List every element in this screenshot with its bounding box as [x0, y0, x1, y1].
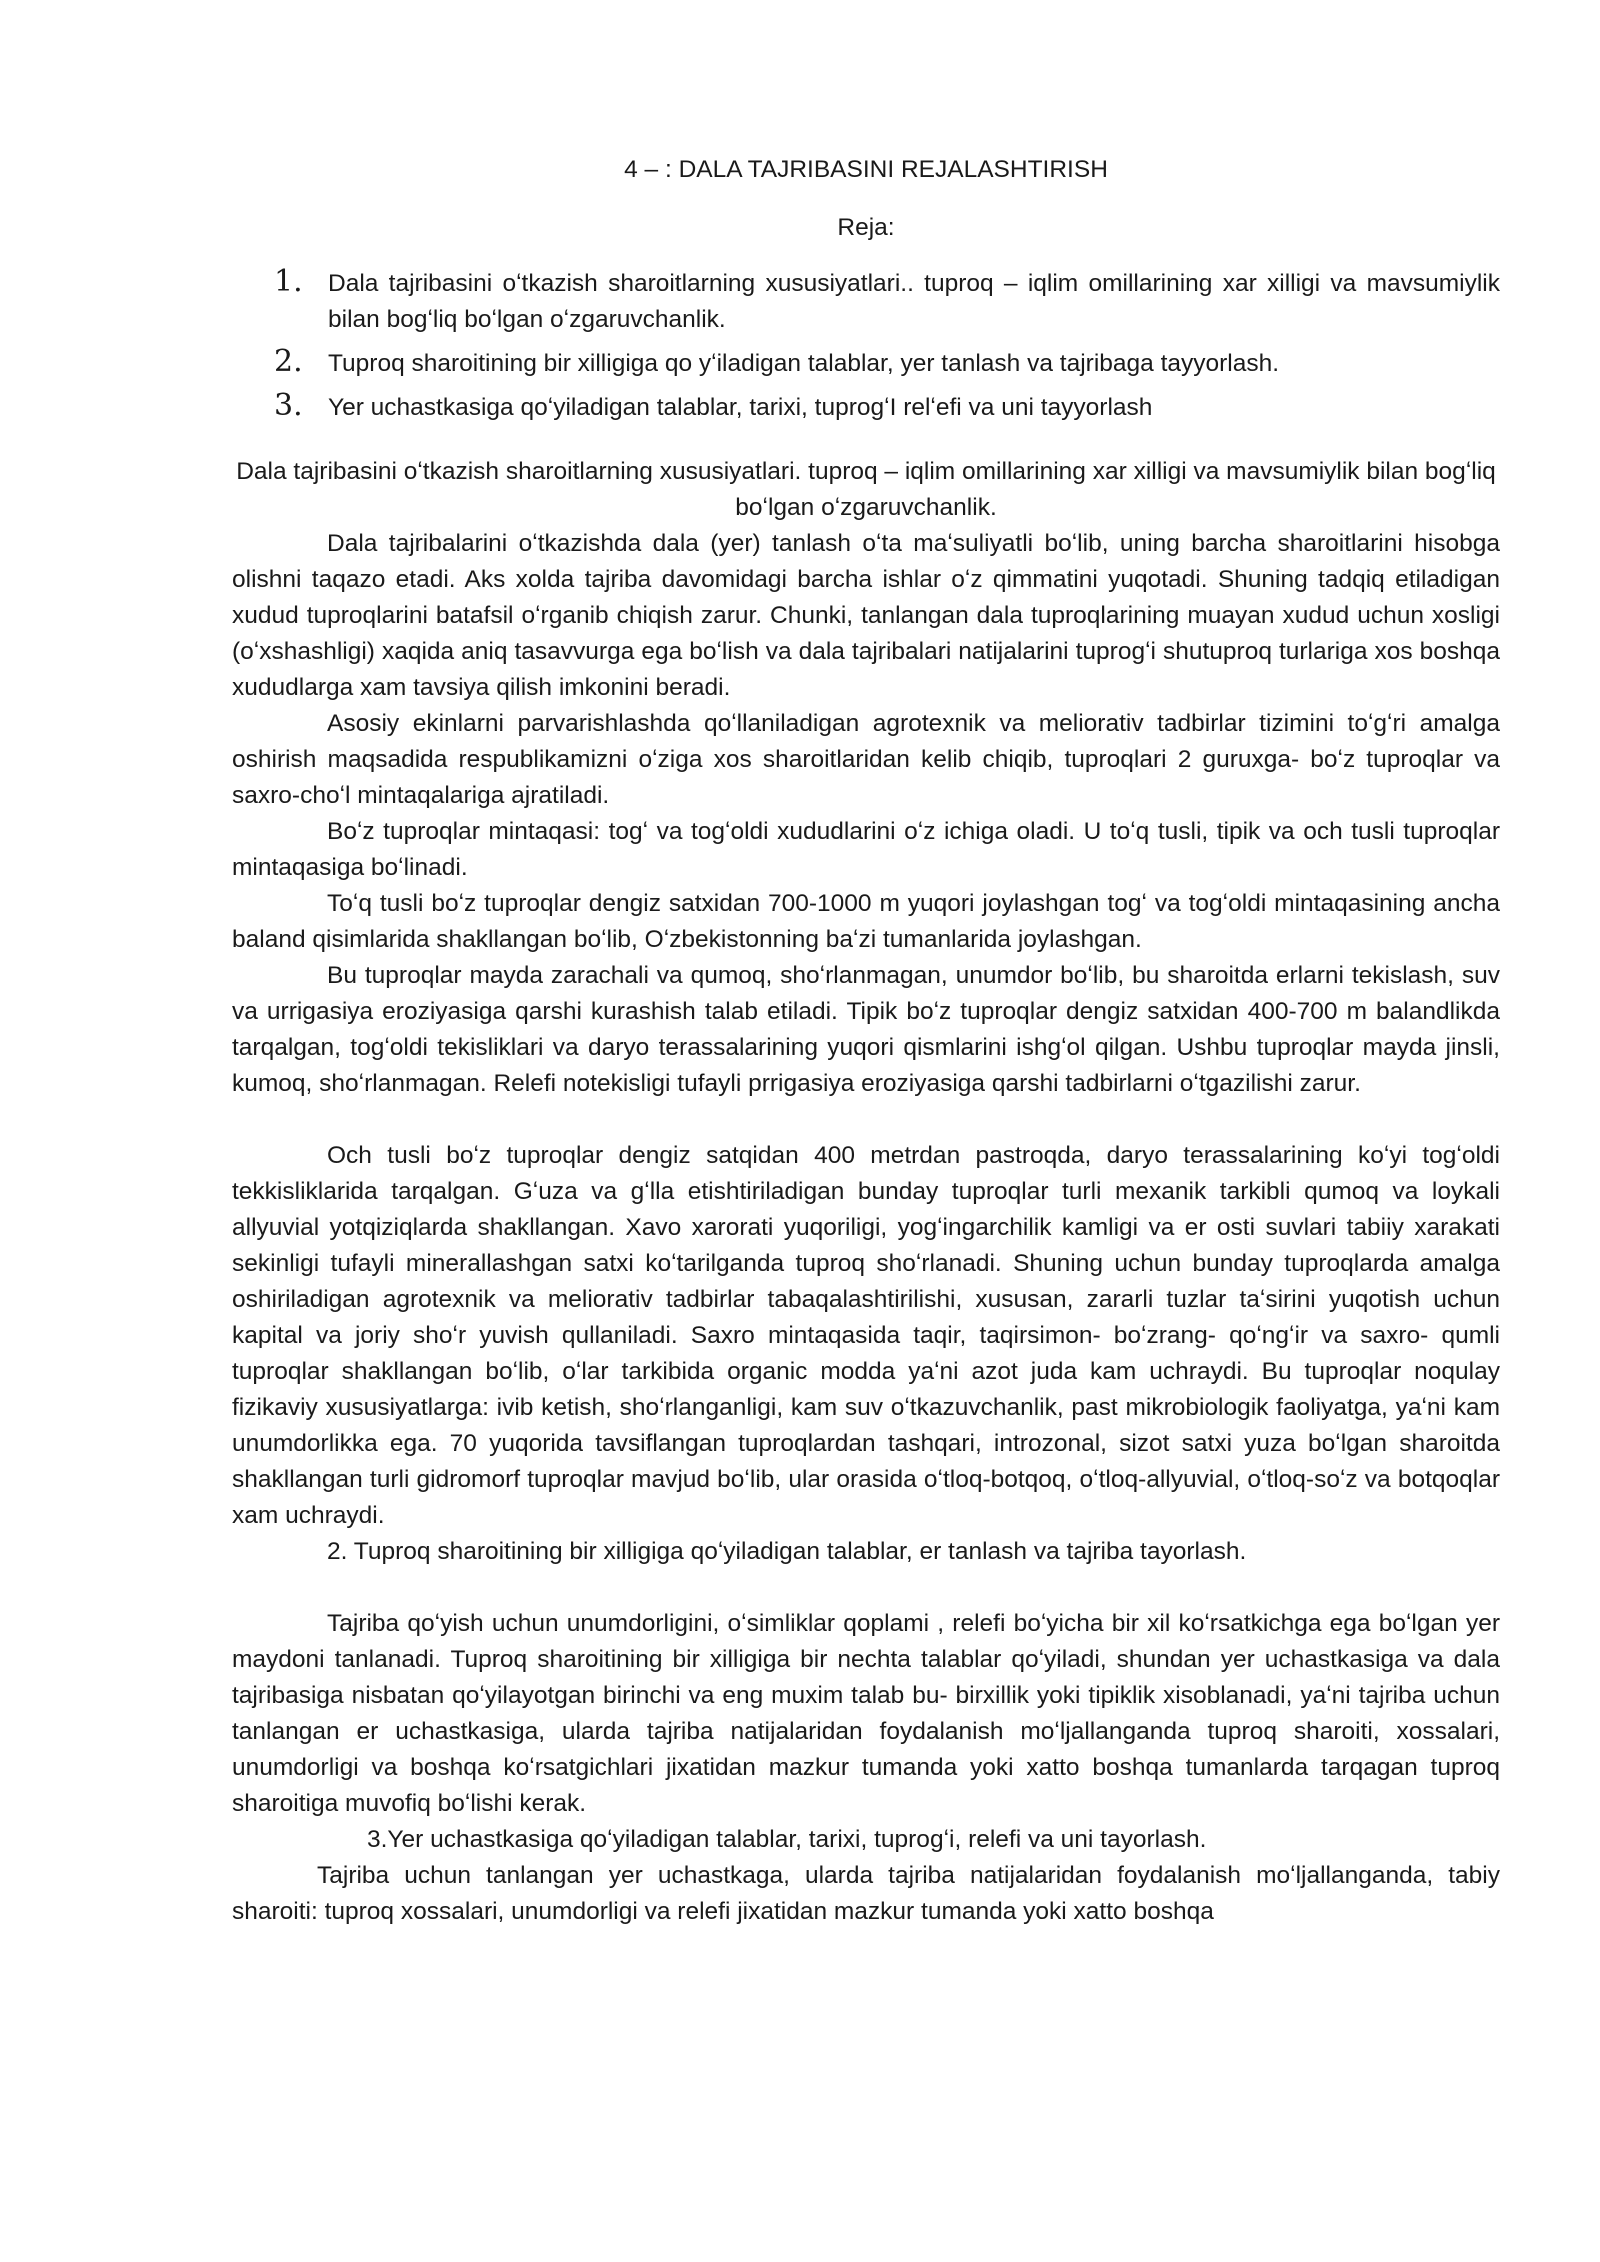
- plan-item: [232, 266, 1500, 338]
- section-heading: Dala tajribasini oʻtkazish sharoitlarning xususiyatlari. tuproq – iqlim omillarining xar xilligi va mavsumiylik bilan bogʻliq boʻlgan oʻzgaruvchanlik.: [236, 458, 1496, 521]
- plan-item-text: Yer uchastkasiga qoʻyiladigan talablar, tarixi, tuprogʻI relʻefi va uni tayyorlash: [328, 394, 1153, 421]
- body-paragraph: Bu tuproqlar mayda zarachali va qumoq, shoʻrlanmagan, unumdor boʻlib, bu sharoitda erlarni tekislash, suv va urrigasiya eroziyasiga qarshi kurashish talab etiladi. Tipik boʻz tuproqlar dengiz satxidan 400-700 m balandlikda tarqalgan, togʻoldi tekisliklari va daryo terassalarining yuqori qismlarini ishgʻol qilgan. Ushbu tuproqlar mayda jinsli, kumoq, shoʻrlanmagan. Relefi notekisligi tufayli prrigasiya eroziyasiga qarshi tadbirlarni oʻtgazilishi zarur.: [232, 962, 1500, 1097]
- plan-item: [232, 390, 1500, 426]
- plan-item-number: 3.: [274, 388, 303, 423]
- body-paragraph: Asosiy ekinlarni parvarishlashda qoʻllaniladigan agrotexnik va meliorativ tadbirlar tizimini toʻgʻri amalga oshirish maqsadida respublikamizni oʻziga xos sharoitlaridan kelib chiqib, tuproqlari 2 guruxga- boʻz tuproqlar va saxro-choʻl mintaqalariga ajratiladi.: [232, 710, 1500, 809]
- plan-item-number: 2.: [274, 344, 303, 379]
- plan-label: Reja:: [837, 214, 895, 241]
- body-paragraph: Tajriba uchun tanlangan yer uchastkaga, ularda tajriba natijalaridan foydalanish moʻljallanganda, tabiy sharoiti: tuproq xossalari, unumdorligi va relefi jixatidan mazkur tumanda yoki xatto boshqa: [232, 1862, 1500, 1925]
- body-paragraph: Tajriba qoʻyish uchun unumdorligini, oʻsimliklar qoplami , relefi boʻyicha bir xil koʻrsatkichga ega boʻlgan yer maydoni tanlanadi. Tuproq sharoitining bir xilligiga bir nechta talablar qoʻyiladi, shundan yer uchastkasiga va dala tajribasiga nisbatan qoʻyilayotgan birinchi va eng muxim talab bu- birxillik yoki tipiklik xisoblanadi, yaʻni tajriba uchun tanlangan er uchastkasiga, ularda tajriba natijalaridan foydalanish moʻljallanganda tuproq sharoiti, xossalari, unumdorligi va boshqa koʻrsatgichlari jixatidan mazkur tumanda yoki xatto boshqa tumanlarda tarqagan tuproq sharoitiga muvofiq boʻlishi kerak.: [232, 1610, 1500, 1817]
- body-paragraph: Och tusli boʻz tuproqlar dengiz satqidan 400 metrdan pastroqda, daryo terassalarining koʻyi togʻoldi tekkisliklarida tarqalgan. Gʻuza va gʻlla etishtiriladigan bunday tuproqlar turli mexanik tarkibli qumoq va loykali allyuvial yotqiziqlarda shakllangan. Xavo xarorati yuqoriligi, yogʻingarchilik kamligi va er osti suvlari tabiiy xarakati sekinligi tufayli minerallashgan satxi koʻtarilganda tuproq shoʻrlanadi. Shuning uchun bunday tuproqlarda amalga oshiriladigan agrotexnik va meliorativ tadbirlar tabaqalashtirilishi, xususan, zararli tuzlar taʻsirini yuqotish uchun kapital va joriy shoʻr yuvish qullaniladi. Saxro mintaqasida taqir, taqirsimon- boʻzrang- qoʻngʻir va saxro- qumli tuproqlar shakllangan boʻlib, oʻlar tarkibida organic modda yaʻni azot juda kam uchraydi. Bu tuproqlar noqulay fizikaviy xususiyatlarga: ivib ketish, shoʻrlanganligi, kam suv oʻtkazuvchanlik, past mikrobiologik faoliyatga, yaʻni kam unumdorlikka ega. 70 yuqorida tavsiflangan tuproqlardan tashqari, introzonal, sizot satxi yuza boʻlgan sharoitda shakllangan turli gidromorf tuproqlar mavjud boʻlib, ular orasida oʻtloq-botqoq, oʻtloq-allyuvial, oʻtloq-soʻz va botqoqlar xam uchraydi.: [232, 1142, 1500, 1529]
- body-paragraph: Boʻz tuproqlar mintaqasi: togʻ va togʻoldi xududlarini oʻz ichiga oladi. U toʻq tusli, tipik va och tusli tuproqlar mintaqasiga boʻlinadi.: [232, 818, 1500, 881]
- plan-item: [232, 346, 1500, 382]
- page-title: 4 – : DALA TAJRIBASINI REJALASHTIRISH: [624, 156, 1108, 183]
- section-heading: 3.Yer uchastkasiga qoʻyiladigan talablar, tarixi, tuprogʻi, relefi va uni tayorlash.: [367, 1826, 1207, 1853]
- body-paragraph: Dala tajribalarini oʻtkazishda dala (yer) tanlash oʻta maʻsuliyatli boʻlib, uning barcha sharoitlarini hisobga olishni taqazo etadi. Aks xolda tajriba davomidagi barcha ishlar oʻz qimmatini yuqotadi. Shuning tadqiq etiladigan xudud tuproqlarini batafsil oʻrganib chiqish zarur. Chunki, tanlangan dala tuproqlarining muayan xudud uchun xosligi (oʻxshashligi) xaqida aniq tasavvurga ega boʻlish va dala tajribalari natijalarini tuprogʻi shutuproq turlariga xos boshqa xududlarga xam tavsiya qilish imkonini beradi.: [232, 530, 1500, 701]
- body-paragraph: Toʻq tusli boʻz tuproqlar dengiz satxidan 700-1000 m yuqori joylashgan togʻ va togʻoldi mintaqasining ancha baland qisimlarida shakllangan boʻlib, Oʻzbekistonning baʻzi tumanlarida joylashgan.: [232, 890, 1500, 953]
- plan-item-text: Tuproq sharoitining bir xilligiga qo yʻiladigan talablar, yer tanlash va tajribaga tayyorlash.: [328, 350, 1280, 377]
- plan-item-text: Dala tajribasini oʻtkazish sharoitlarning xususiyatlari.. tuproq – iqlim omillarining xar xilligi va mavsumiylik bilan bogʻliq boʻlgan oʻzgaruvchanlik.: [328, 270, 1500, 333]
- plan-list: [232, 266, 1500, 426]
- section-heading: 2. Tuproq sharoitining bir xilligiga qoʻyiladigan talablar, er tanlash va tajriba tayorlash.: [327, 1538, 1247, 1565]
- plan-item-number: 1.: [274, 264, 303, 299]
